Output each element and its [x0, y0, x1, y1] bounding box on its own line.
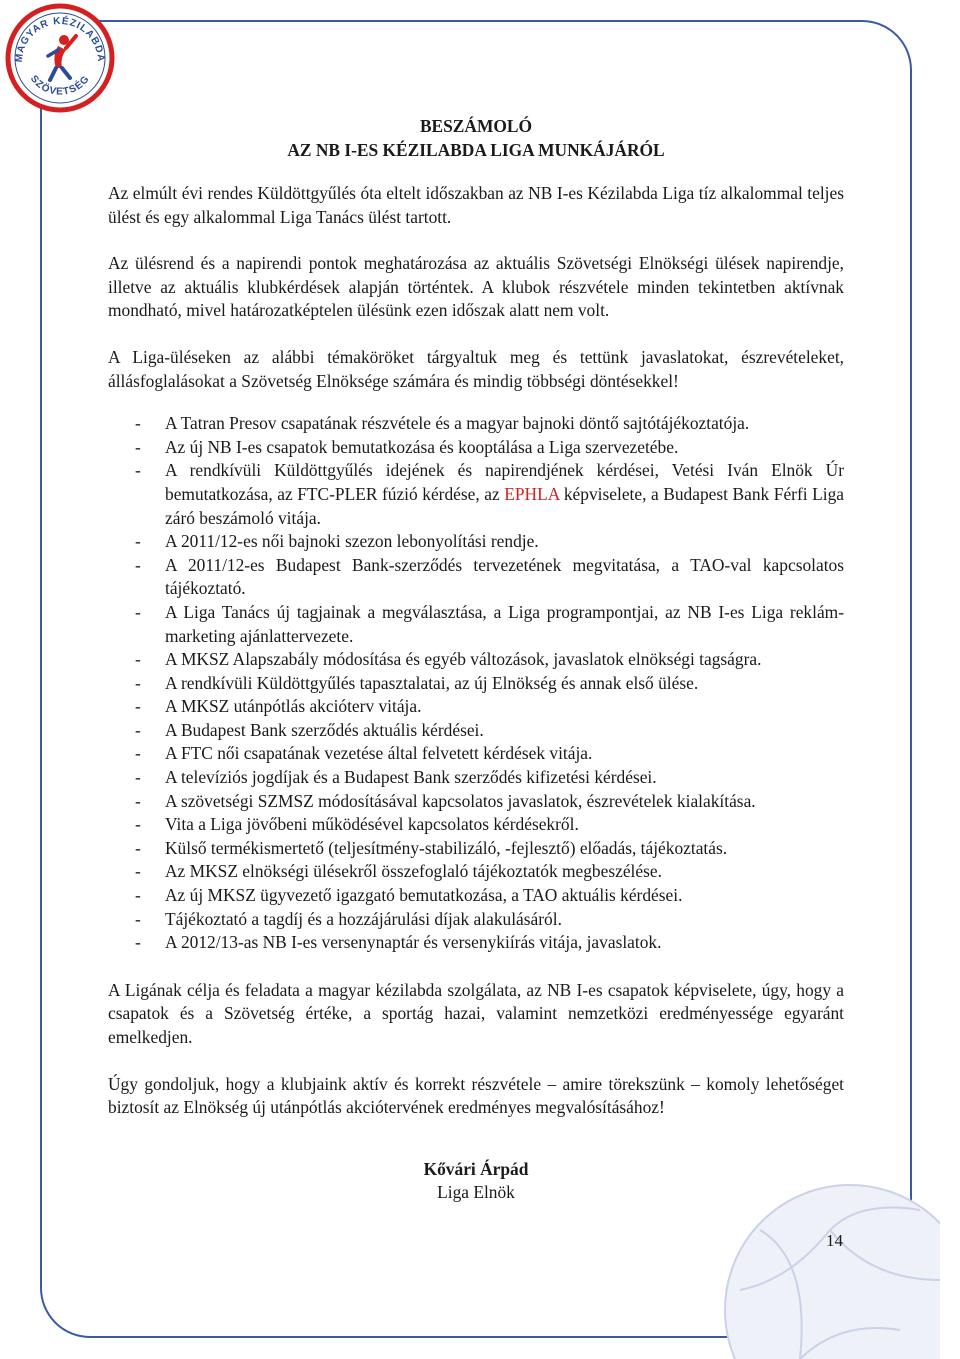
- list-item: - A rendkívüli Küldöttgyűlés idejének és napirendjének kérdései, Vetési Iván Elnök Úr bemutatkozása, az FTC-PLER fúzió kérdése, az EPHLA képviselete, a Budapest Bank Férfi Liga záró beszámoló vitája.: [135, 460, 844, 528]
- mksz-logo: [4, 2, 116, 114]
- report-title: [108, 114, 844, 162]
- title-line-2: AZ NB I-ES KÉZILABDA LIGA MUNKÁJÁRÓL: [287, 140, 665, 160]
- paragraph-1: Az elmúlt évi rendes Küldöttgyűlés óta eltelt időszakban az NB I-es Kézilabda Liga tíz alkalommal teljes ülést és egy alkalommal Liga Tanács ülést tartott.: [108, 183, 844, 227]
- title-line-1: BESZÁMOLÓ: [419, 116, 533, 136]
- list-item: - A 2011/12-es Budapest Bank-szerződés tervezetének megvitatása, a TAO-val kapcsolatos tájékoztató.: [135, 554, 844, 599]
- list-item: - Vita a Liga jövőbeni működésével kapcsolatos kérdésekről.: [135, 814, 579, 835]
- list-item: - Az új MKSZ ügyvezető igazgató bemutatkozása, a TAO aktuális kérdései.: [135, 885, 683, 906]
- logo-text-top: MAGYAR KÉZILABDA: [13, 15, 107, 63]
- paragraph-2: Az ülésrend és a napirendi pontok meghatározása az aktuális Szövetségi Elnökségi ülések napirendje, illetve az aktuális klubkérdések alapján történtek. A klubok részvétele minden tekintetben aktívnak mondható, mivel határozatképtelen ülésünk ezen időszak alatt nem volt.: [108, 253, 844, 321]
- list-item: - A MKSZ Alapszabály módosítása és egyéb változások, javaslatok elnökségi tagságra.: [135, 649, 762, 670]
- report-body: [108, 114, 844, 1205]
- paragraph-3: A Liga-üléseken az alábbi témaköröket tárgyaltuk meg és tettünk javaslatokat, észrevételeket, állásfoglalásokat a Szövetség Elnöksége számára és mindig többségi döntésekkel!: [108, 346, 844, 391]
- list-item: - A televíziós jogdíjak és a Budapest Bank szerződés kifizetési kérdései.: [135, 767, 657, 788]
- list-item: - A Liga Tanács új tagjainak a megválasztása, a Liga programpontjai, az NB I-es Liga reklám-marketing ajánlattervezete.: [135, 601, 844, 646]
- list-item: - A 2011/12-es női bajnoki szezon lebonyolítási rendje.: [135, 531, 539, 552]
- list-item: - A 2012/13-as NB I-es versenynaptár és versenykiírás vitája, javaslatok.: [135, 932, 662, 953]
- list-item: - A szövetségi SZMSZ módosításával kapcsolatos javaslatok, észrevételek kialakítása.: [135, 790, 756, 811]
- signature-block: [108, 1158, 844, 1205]
- list-item: - A FTC női csapatának vezetése által felvetett kérdések vitája.: [135, 743, 593, 764]
- page-number: 14: [826, 1231, 843, 1250]
- paragraph-5: Úgy gondoljuk, hogy a klubjaink aktív és korrekt részvétele – amire törekszünk – komoly lehetőséget biztosít az Elnökség új utánpótlás akciótervének eredményes megvalósításához!: [108, 1073, 844, 1118]
- list-item: - Az MKSZ elnökségi ülésekről összefoglaló tájékoztatók megbeszélése.: [135, 861, 662, 882]
- logo-text-bottom: SZÖVETSÉG: [27, 73, 93, 98]
- list-item: - Külső termékismertető (teljesítmény-stabilizáló, -fejlesztő) előadás, tájékoztatás.: [135, 837, 728, 858]
- topics-list: [108, 412, 844, 955]
- signature-role: Liga Elnök: [437, 1182, 515, 1203]
- paragraph-4: A Ligának célja és feladata a magyar kézilabda szolgálata, az NB I-es csapatok képviselete, úgy, hogy a csapatok és a Szövetség értéke, a sportág hazai, valamint nemzetközi eredményessége egyaránt emelkedjen.: [108, 979, 844, 1047]
- list-item: - A MKSZ utánpótlás akcióterv vitája.: [135, 696, 422, 717]
- list-item: - A Tatran Presov csapatának részvétele és a magyar bajnoki döntő sajtótájékoztatója.: [135, 413, 750, 434]
- ephla-highlight: EPHLA: [504, 483, 560, 504]
- signature-name: Kővári Árpád: [423, 1158, 529, 1179]
- list-item: - A Budapest Bank szerződés aktuális kérdései.: [135, 719, 484, 740]
- list-item: - A rendkívüli Küldöttgyűlés tapasztalatai, az új Elnökség és annak első ülése.: [135, 672, 699, 693]
- list-item: - Tájékoztató a tagdíj és a hozzájárulási díjak alakulásáról.: [135, 908, 562, 929]
- list-item: - Az új NB I-es csapatok bemutatkozása és kooptálása a Liga szervezetébe.: [135, 436, 679, 457]
